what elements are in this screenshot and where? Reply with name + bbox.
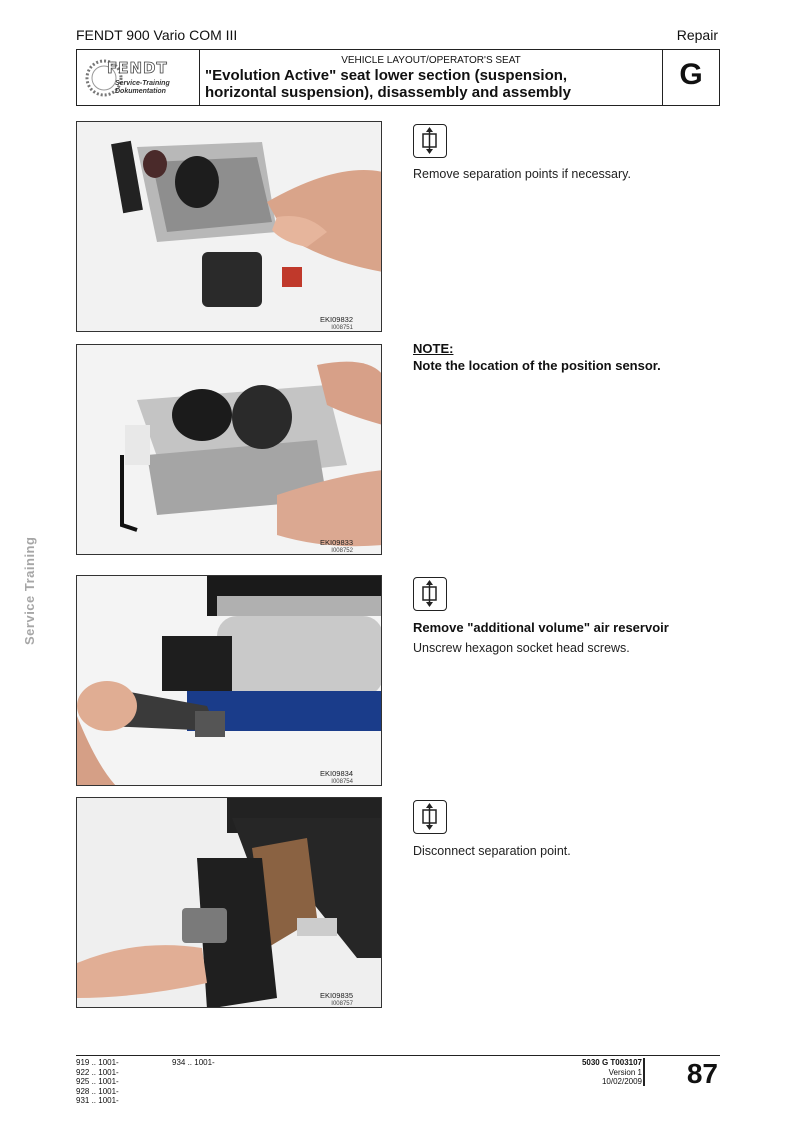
footer-document-info: 5030 G T003107 Version 1 10/02/2009 [581, 1058, 642, 1086]
page-title: "Evolution Active" seat lower section (suspension, horizontal suspension), disassembly and assembly [205, 67, 571, 101]
photo-code-1: EKI09832 I008751 [320, 315, 353, 331]
page-number: 87 [686, 1058, 718, 1089]
step-3-text: Unscrew hexagon socket head screws. [413, 641, 630, 655]
side-label: Service Training [22, 536, 37, 645]
photo-code-2: EKI09833 I008752 [320, 538, 353, 554]
fendt-logo [77, 50, 200, 105]
photo-step-3 [76, 575, 382, 786]
step-arrow-icon [413, 800, 447, 834]
photo-code-4: EKI09835 I008757 [320, 991, 353, 1007]
photo-step-4 [76, 797, 382, 1008]
footer-model-list-2: 934 .. 1001- [172, 1058, 215, 1067]
manual-model-title: FENDT 900 Vario COM III [76, 27, 238, 43]
note-text: Note the location of the position sensor. [413, 358, 661, 373]
manual-section-label: Repair [676, 27, 718, 43]
chapter-letter: G [679, 58, 703, 91]
step-4-text: Disconnect separation point. [413, 844, 571, 858]
photo-step-2 [76, 344, 382, 555]
footer-model-list: 919 .. 1001- 922 .. 1001- 925 .. 1001- 928 .. 1001- 931 .. 1001- [76, 1058, 119, 1105]
step-arrow-icon [413, 124, 447, 158]
photo-step-1 [76, 121, 382, 332]
step-3-heading: Remove "additional volume" air reservoir [413, 620, 669, 635]
chapter-letter-box [662, 50, 719, 105]
footer-divider [76, 1055, 720, 1056]
step-arrow-icon [413, 577, 447, 611]
step-1-text: Remove separation points if necessary. [413, 167, 631, 181]
photo-code-3: EKI09834 I008754 [320, 769, 353, 785]
header-category: VEHICLE LAYOUT/OPERATOR'S SEAT [341, 55, 521, 66]
logo-subtitle: Service-Training Dokumentation [115, 80, 170, 95]
footer-separator [643, 1058, 645, 1086]
page-header [76, 49, 720, 106]
logo-brand: FENDT [107, 59, 168, 77]
note-label: NOTE: [413, 341, 454, 356]
